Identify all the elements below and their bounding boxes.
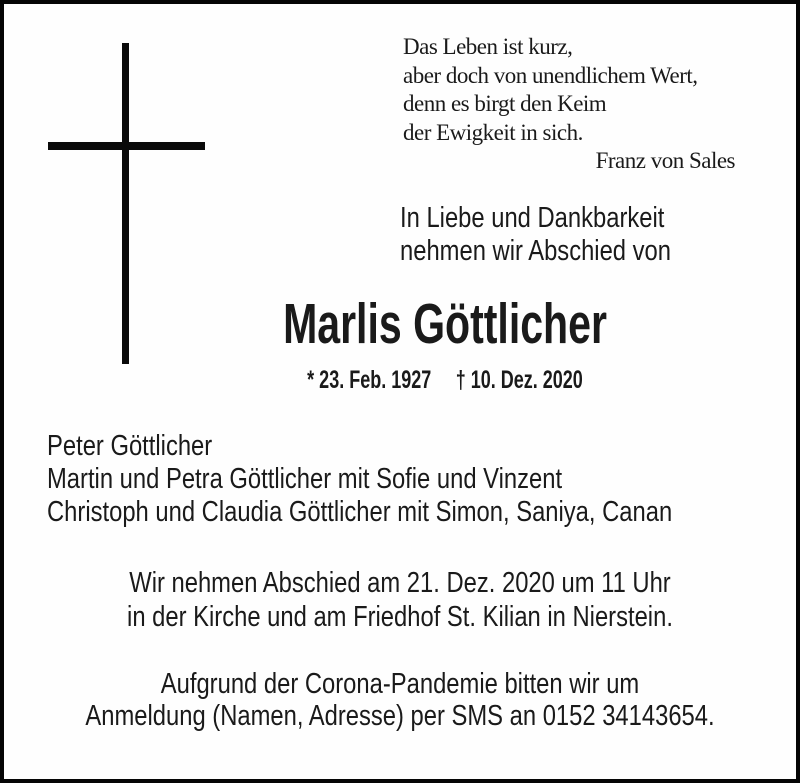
ceremony-line-2: in der Kirche und am Friedhof St. Kilian in Nierstein. xyxy=(127,601,673,633)
mourner-line: Christoph und Claudia Göttlicher mit Simon, Saniya, Canan xyxy=(47,496,673,528)
cross-icon-horizontal-bar xyxy=(48,142,205,150)
memorial-quote xyxy=(403,33,735,176)
ceremony-line-1: Wir nehmen Abschied am 21. Dez. 2020 um 11 Uhr xyxy=(129,567,671,599)
intro-line-2: nehmen wir Abschied von xyxy=(400,235,671,267)
quote-line-1: Das Leben ist kurz, xyxy=(403,34,573,59)
mourners-list xyxy=(47,430,672,529)
cross-icon-vertical-bar xyxy=(122,43,129,364)
death-date: † 10. Dez. 2020 xyxy=(455,366,583,394)
quote-line-2: aber doch von unendlichem Wert, xyxy=(403,62,698,88)
deceased-name: Marlis Göttlicher xyxy=(283,292,607,356)
quote-line-3: denn es birgt den Keim xyxy=(403,91,607,116)
ceremony-details xyxy=(75,566,724,634)
intro-line-1: In Liebe und Dankbarkeit xyxy=(400,202,665,234)
birth-date: * 23. Feb. 1927 xyxy=(307,366,432,394)
farewell-intro xyxy=(400,202,671,268)
mourner-line: Martin und Petra Göttlicher mit Sofie und Vinzent xyxy=(47,463,563,495)
life-dates xyxy=(189,366,700,394)
covid-line-2: Anmeldung (Namen, Adresse) per SMS an 0152 34143654. xyxy=(85,700,715,732)
covid-registration-note xyxy=(75,668,724,732)
quote-attribution: Franz von Sales xyxy=(595,148,735,173)
mourner-line: Peter Göttlicher xyxy=(47,430,213,462)
quote-line-4: der Ewigkeit in sich. xyxy=(403,119,583,145)
covid-line-1: Aufgrund der Corona-Pandemie bitten wir um xyxy=(160,668,640,700)
